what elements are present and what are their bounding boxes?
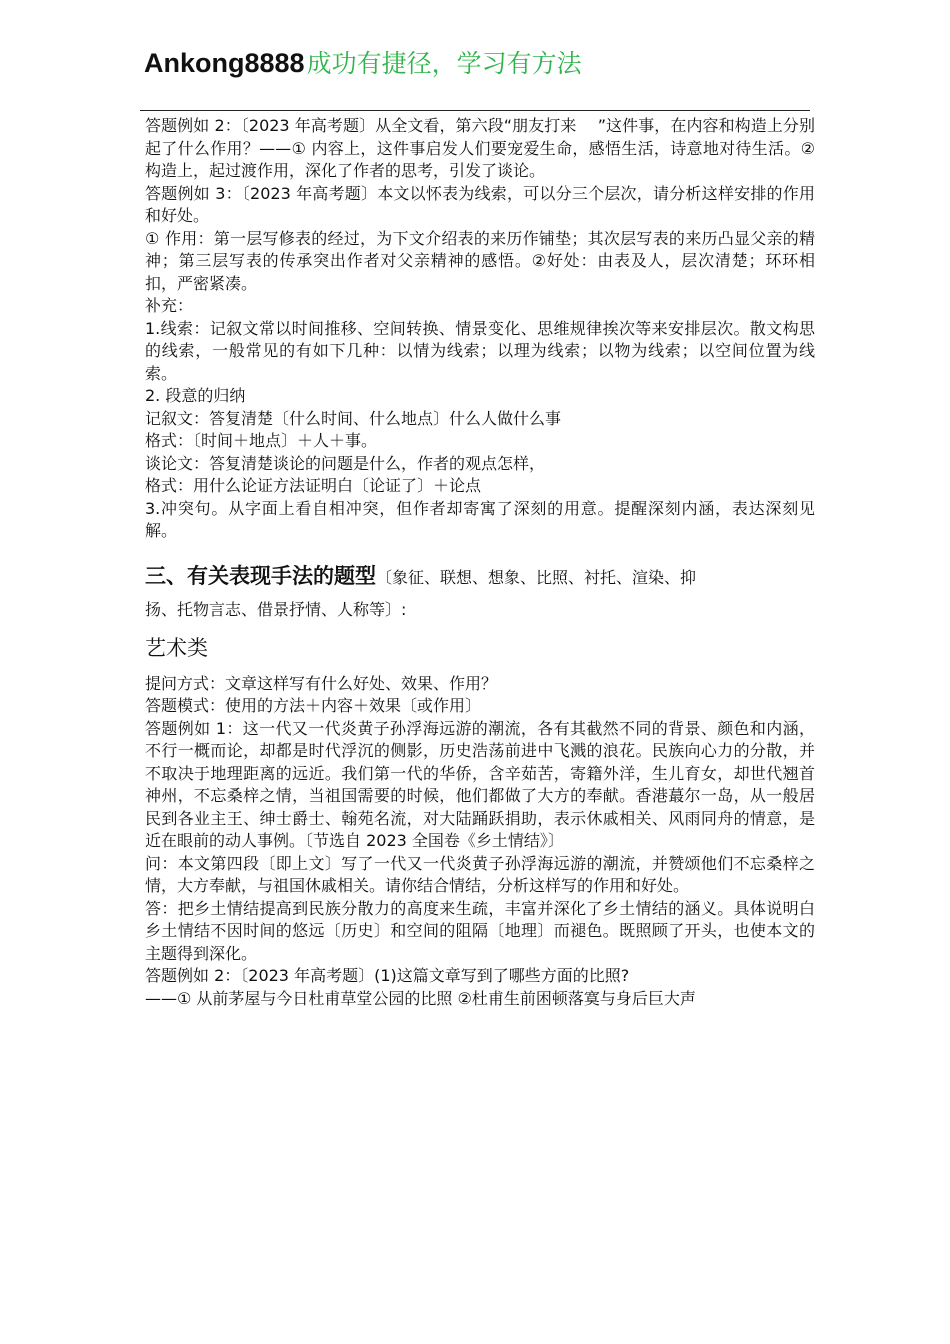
section-heading (145, 559, 815, 595)
paragraph: 3.冲突句。从字面上看自相冲突，但作者却寄寓了深刻的用意。提醒深刻内涵，表达深刻见解。 (145, 498, 815, 540)
paragraph: 答题例如 2：〔2023 年高考题〕从全文看，第六段“朋友打来 ”这件事，在内容和构造上分别起了什么作用？——① 内容上，这件事启发人们要宠爱生命，感悟生活，诗意地对待生活。② 构造上，起过渡作用，深化了作者的思考，引发了谈论。 (145, 116, 815, 180)
paragraph: 提问方式：文章这样写有什么好处、效果、作用？ (145, 673, 498, 693)
paragraph: 格式：〔时间＋地点〕＋人＋事。 (145, 431, 378, 450)
section-title: 三、有关表现手法的题型 (145, 563, 376, 588)
subsection-title: 艺术类 (145, 635, 208, 660)
paragraph: 2. 段意的归纳 (145, 386, 246, 405)
paragraph: 答题例如 2：〔2023 年高考题〕(1)这篇文章写到了哪些方面的比照? (145, 966, 630, 985)
header-divider (140, 110, 810, 111)
paragraph: 问：本文第四段〔即上文〕写了一代又一代炎黄子孙浮海远游的潮流，并赞颂他们不忘桑梓之情，大方奉献，与祖国休戚相关。请你结合情结，分析这样写的作用和好处。 (145, 853, 815, 895)
brand-name: Ankong8888 (144, 48, 305, 78)
section-description-continued: 扬、托物言志、借景抒情、人称等〕: (145, 599, 407, 619)
paragraph: 答：把乡土情结提高到民族分散力的高度来生疏，丰富并深化了乡土情结的涵义。具体说明白乡土情结不因时间的悠远〔历史〕和空间的阻隔〔地理〕而褪色。既照顾了开头，也使本文的主题得到深化。 (145, 898, 815, 963)
section-description: 〔象征、联想、想象、比照、衬托、渲染、抑 (376, 567, 697, 587)
paragraph: 1.线索：记叙文常以时间推移、空间转换、情景变化、思维规律挨次等来安排层次。散文构思的线索，一般常见的有如下几种：以情为线索；以理为线索；以物为线索；以空间位置为线索。 (145, 318, 815, 383)
paragraph: ① 作用：第一层写修表的经过，为下文介绍表的来历作铺垫；其次层写表的来历凸显父亲的精神；第三层写表的传承突出作者对父亲精神的感悟。②好处：由表及人，层次清楚；环环相扣，严密紧凑。 (145, 228, 815, 293)
paragraph: ——① 从前茅屋与今日杜甫草堂公园的比照 ②杜甫生前困顿落寞与身后巨大声 (145, 988, 696, 1008)
paragraph: 格式：用什么论证方法证明白〔论证了〕＋论点 (145, 476, 482, 495)
document-body (145, 115, 815, 1010)
paragraph: 记叙文：答复清楚〔什么时间、什么地点〕什么人做什么事 (145, 408, 562, 428)
brand-slogan: 成功有捷径，学习有方法 (306, 49, 582, 78)
paragraph: 答题模式：使用的方法＋内容＋效果〔或作用〕 (145, 696, 482, 715)
paragraph: 补充： (145, 296, 194, 315)
page-header (144, 44, 582, 84)
paragraph: 答题例如 3：〔2023 年高考题〕本文以怀表为线索，可以分三个层次，请分析这样安排的作用和好处。 (145, 183, 815, 225)
paragraph: 答题例如 1：这一代又一代炎黄子孙浮海远游的潮流，各有其截然不同的背景、颜色和内涵，不行一概而论，却都是时代浮沉的侧影，历史浩荡前进中飞溅的浪花。民族向心力的分散，并不取决于地理距离的远近。我们第一代的华侨，含辛茹苦，寄籍外洋，生儿育女，却世代翘首神州，不忘桑梓之情，当祖国需要的时候，他们都做了大方的奉献。香港蕞尔一岛，从一般居民到各业主王、绅士爵士、翰苑名流，对大陆踊跃捐助，表示休戚相关、风雨同舟的情意，是近在眼前的动人事例。〔节选自 2023 全国卷《乡土情结》〕 (145, 718, 815, 850)
paragraph: 谈论文：答复清楚谈论的问题是什么，作者的观点怎样， (145, 453, 546, 473)
